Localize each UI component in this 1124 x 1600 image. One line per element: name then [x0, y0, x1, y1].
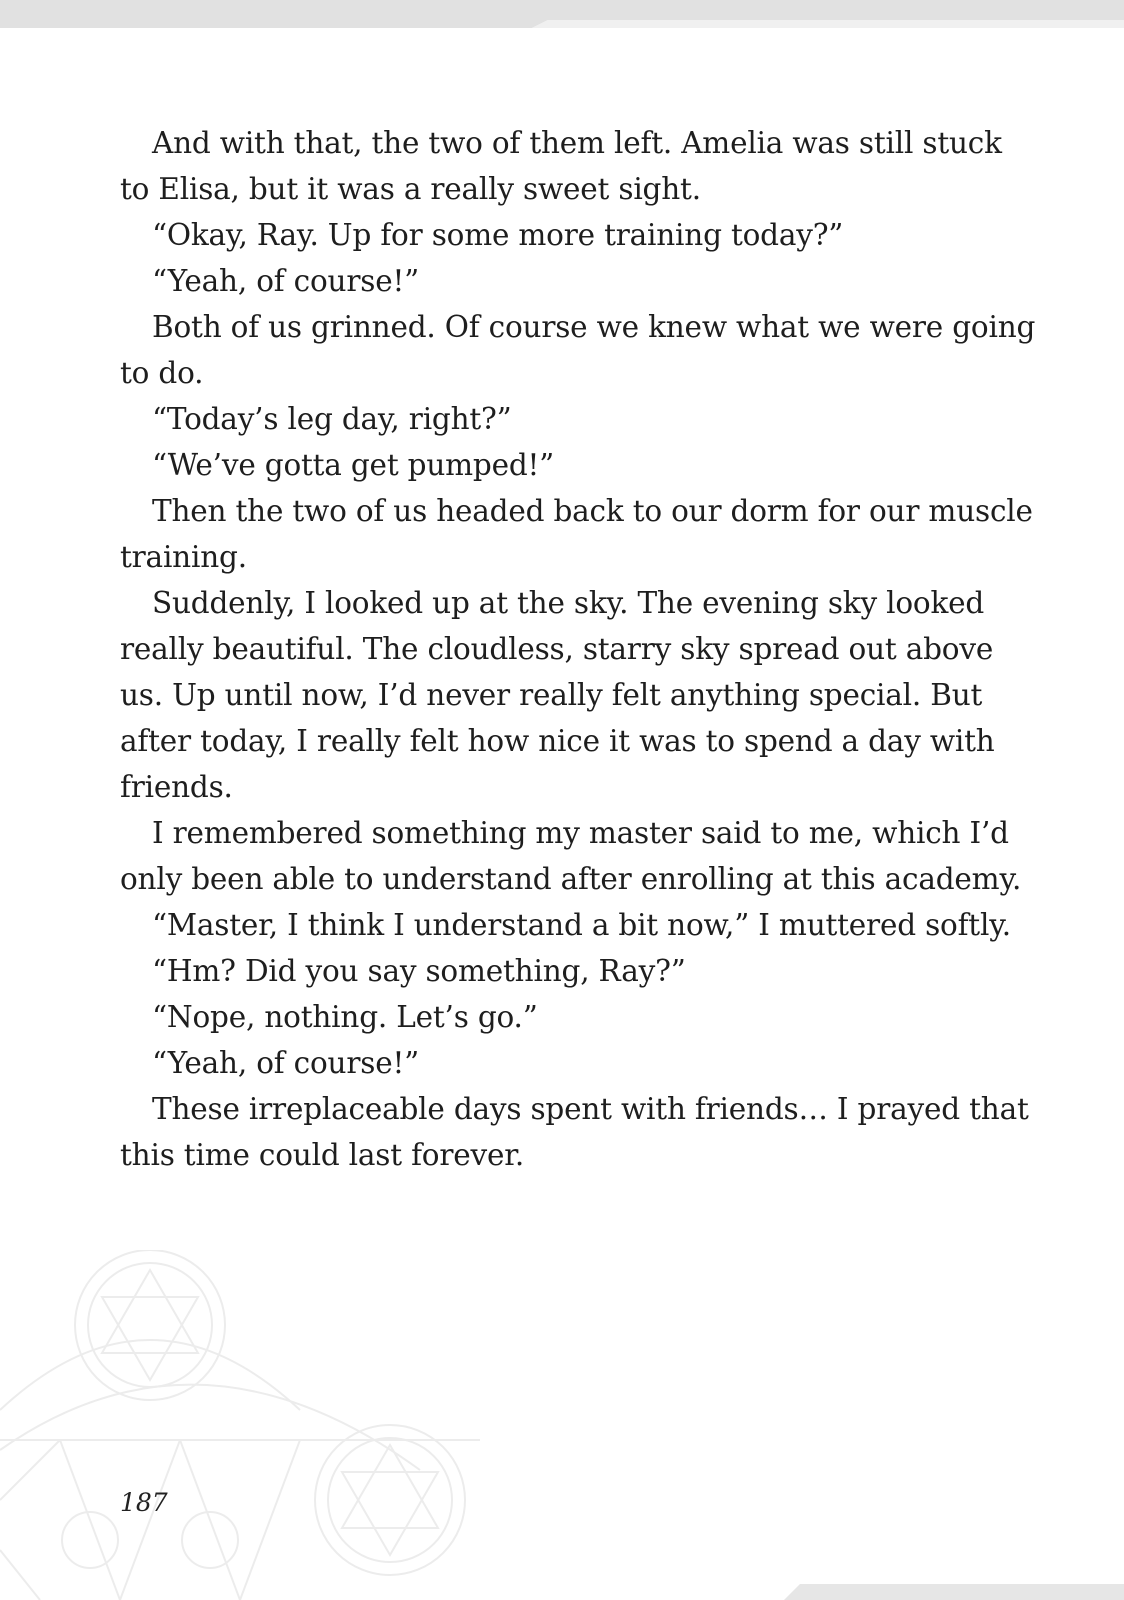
paragraph: “Okay, Ray. Up for some more training today?”	[152, 218, 844, 252]
magic-circle-watermark	[0, 1250, 480, 1600]
paragraph: Both of us grinned. Of course we knew what we were going to do.	[120, 310, 1036, 390]
paragraph: “Nope, nothing. Let’s go.”	[152, 1000, 538, 1034]
bottom-decorative-band	[0, 1576, 1124, 1600]
paragraph: “Master, I think I understand a bit now,” I muttered softly.	[152, 908, 1011, 942]
paragraph: And with that, the two of them left. Amelia was still stuck to Elisa, but it was a really sweet sight.	[120, 126, 1002, 206]
body-text	[120, 120, 1040, 1178]
page-number: 187	[120, 1488, 168, 1517]
paragraph: Then the two of us headed back to our dorm for our muscle training.	[120, 494, 1033, 574]
paragraph: These irreplaceable days spent with friends… I prayed that this time could last forever.	[120, 1092, 1029, 1172]
paragraph: I remembered something my master said to me, which I’d only been able to understand after enrolling at this academy.	[120, 816, 1022, 896]
paragraph: “Today’s leg day, right?”	[152, 402, 512, 436]
paragraph: “Yeah, of course!”	[152, 1046, 419, 1080]
paragraph: “Hm? Did you say something, Ray?”	[152, 954, 686, 988]
paragraph: “Yeah, of course!”	[152, 264, 419, 298]
paragraph: Suddenly, I looked up at the sky. The evening sky looked really beautiful. The cloudless, starry sky spread out above us. Up until now, I’d never really felt anything special. But after today, I really felt how nice it was to spend a day with friends.	[120, 586, 995, 804]
top-decorative-band	[0, 0, 1124, 28]
paragraph: “We’ve gotta get pumped!”	[152, 448, 555, 482]
